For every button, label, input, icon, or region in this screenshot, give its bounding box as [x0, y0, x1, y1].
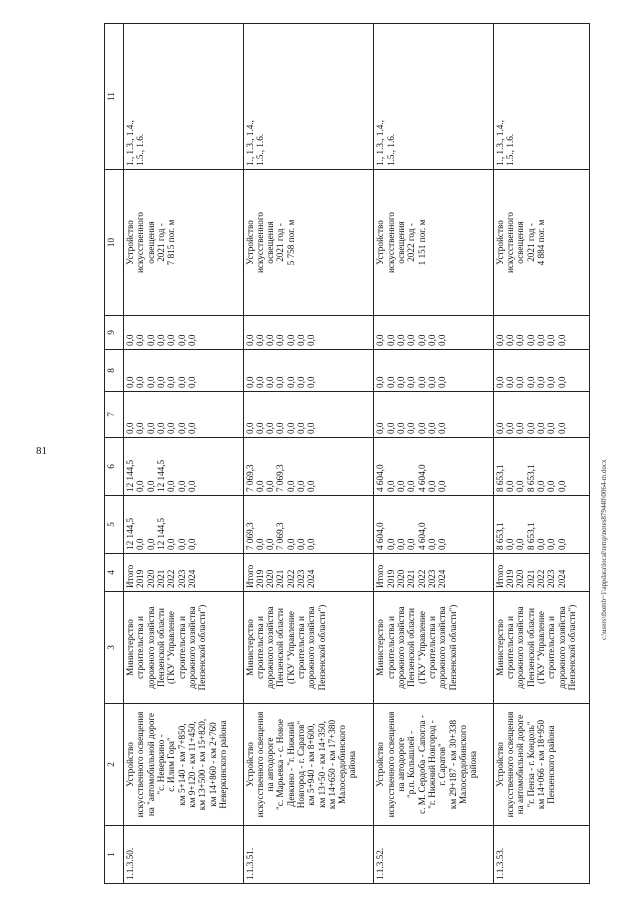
- row-col7-value: 0,0: [295, 422, 306, 434]
- row-col9-value: 0,0: [515, 334, 526, 346]
- row-col5-value: 0,0: [254, 538, 265, 550]
- row-years-value: 2024: [306, 569, 317, 588]
- row-col5-value: 7 069,3: [275, 522, 286, 550]
- table-row: [374, 24, 493, 884]
- row-col6-value: 7 069,3: [275, 464, 286, 492]
- row-col6-value: 0,0: [556, 480, 567, 492]
- row-col8: [374, 350, 493, 392]
- row-col9-value: 0,0: [244, 334, 255, 346]
- row-col8-value: 0,0: [275, 376, 286, 388]
- row-indicators: 1., 1.3., 1.4., 1.5., 1.6.: [124, 24, 243, 170]
- row-col9-value: 0,0: [275, 334, 286, 346]
- row-col9-value: 0,0: [525, 334, 536, 346]
- row-col5-value: 0,0: [426, 538, 437, 550]
- header-col-4: 4: [105, 554, 124, 592]
- row-col5-value: 12 144,5: [156, 517, 167, 550]
- header-col-6: 6: [105, 438, 124, 496]
- row-col6-value: 12 144,5: [156, 459, 167, 492]
- row-col6-value: 0,0: [285, 480, 296, 492]
- row-col6-value: 8 653,1: [494, 464, 505, 492]
- row-years-value: 2020: [515, 569, 526, 588]
- row-col8-value: 0,0: [426, 376, 437, 388]
- row-col7-value: 0,0: [546, 422, 557, 434]
- row-col7-value: 0,0: [145, 422, 156, 434]
- row-col7-value: 0,0: [254, 422, 265, 434]
- row-col7-value: 0,0: [505, 422, 516, 434]
- row-years-value: Итого: [244, 564, 255, 588]
- row-col8-value: 0,0: [306, 376, 317, 388]
- header-col-10: 10: [105, 170, 124, 316]
- row-years-value: 2024: [437, 569, 448, 588]
- row-years-value: 2022: [166, 569, 177, 588]
- row-col7-value: 0,0: [406, 422, 417, 434]
- row-years: [243, 554, 374, 592]
- row-col6-value: 0,0: [515, 480, 526, 492]
- row-col7-value: 0,0: [135, 422, 146, 434]
- row-col8: [243, 350, 374, 392]
- row-col6-value: 0,0: [306, 480, 317, 492]
- row-col6-value: 0,0: [546, 480, 557, 492]
- row-col5-value: 8 653,1: [494, 522, 505, 550]
- row-years: [124, 554, 243, 592]
- row-col6: [493, 438, 589, 496]
- row-years-value: 2019: [505, 569, 516, 588]
- header-col-3: 3: [105, 592, 124, 704]
- row-col5-value: 4 604,0: [375, 522, 386, 550]
- row-col8-value: 0,0: [437, 376, 448, 388]
- row-col7-value: 0,0: [156, 422, 167, 434]
- row-col5-value: 0,0: [295, 538, 306, 550]
- row-col5-value: 12 144,5: [125, 517, 136, 550]
- row-id: 1.1.3.53.: [493, 826, 589, 884]
- row-col5: [374, 496, 493, 554]
- header-col-5: 5: [105, 496, 124, 554]
- row-col5-value: 0,0: [285, 538, 296, 550]
- header-col-8: 8: [105, 350, 124, 392]
- row-indicators: 1., 1.3., 1.4., 1.5., 1.6.: [243, 24, 374, 170]
- row-id: 1.1.3.51.: [243, 826, 374, 884]
- row-years-value: 2024: [556, 569, 567, 588]
- header-number-row: [105, 24, 124, 884]
- row-col5-value: 0,0: [515, 538, 526, 550]
- row-col8-value: 0,0: [285, 376, 296, 388]
- row-years-value: 2023: [176, 569, 187, 588]
- header-col-1: 1: [105, 826, 124, 884]
- row-col6-value: 4 604,0: [375, 464, 386, 492]
- row-col5-value: 0,0: [505, 538, 516, 550]
- row-executor: Министерство строительства и дорожного хозяйства Пензенской области (ГКУ "Управление строительства и дорожного хозяйства Пензенской области"): [243, 592, 374, 704]
- row-col5: [493, 496, 589, 554]
- row-col9-value: 0,0: [416, 334, 427, 346]
- row-years-value: 2020: [145, 569, 156, 588]
- row-col7-value: 0,0: [385, 422, 396, 434]
- row-years: [374, 554, 493, 592]
- row-col6-value: 0,0: [166, 480, 177, 492]
- row-col5-value: 0,0: [536, 538, 546, 550]
- row-col5: [124, 496, 243, 554]
- row-col9-value: 0,0: [494, 334, 505, 346]
- row-years-value: 2021: [525, 569, 536, 588]
- row-col5-value: 0,0: [145, 538, 156, 550]
- row-years: [493, 554, 589, 592]
- row-col7-value: 0,0: [166, 422, 177, 434]
- row-col6-value: 0,0: [385, 480, 396, 492]
- row-col9-value: 0,0: [176, 334, 187, 346]
- table-row: [124, 24, 243, 884]
- row-indicators: 1., 1.3., 1.4., 1.5., 1.6.: [493, 24, 589, 170]
- row-col7-value: 0,0: [125, 422, 136, 434]
- row-col9: [374, 316, 493, 350]
- row-col9: [124, 316, 243, 350]
- row-col8-value: 0,0: [546, 376, 557, 388]
- row-col8-value: 0,0: [176, 376, 187, 388]
- row-col6-value: 0,0: [437, 480, 448, 492]
- row-col7-value: 0,0: [265, 422, 276, 434]
- rotated-table-container: [104, 24, 590, 884]
- row-result: Устройство искусственного освещения 2021 год - 4 884 пог. м: [493, 170, 589, 316]
- row-years-value: 2020: [265, 569, 276, 588]
- row-col8-value: 0,0: [186, 376, 197, 388]
- row-col6-value: 12 144,5: [125, 459, 136, 492]
- row-col5-value: 0,0: [556, 538, 567, 550]
- row-col7-value: 0,0: [556, 422, 567, 434]
- row-col7: [243, 392, 374, 438]
- row-years-value: 2020: [396, 569, 407, 588]
- row-col8-value: 0,0: [406, 376, 417, 388]
- row-col6-value: 0,0: [145, 480, 156, 492]
- row-col8-value: 0,0: [125, 376, 136, 388]
- row-col9-value: 0,0: [375, 334, 386, 346]
- row-col9-value: 0,0: [536, 334, 546, 346]
- row-col5-value: 4 604,0: [416, 522, 427, 550]
- row-col7-value: 0,0: [176, 422, 187, 434]
- row-col6-value: 8 653,1: [525, 464, 536, 492]
- row-col9-value: 0,0: [265, 334, 276, 346]
- row-executor: Министерство строительства и дорожного хозяйства Пензенской области (ГКУ "Управление строительства и дорожного хозяйства Пензенской области"): [493, 592, 589, 704]
- row-col7-value: 0,0: [186, 422, 197, 434]
- row-col9-value: 0,0: [156, 334, 167, 346]
- row-col6-value: 0,0: [186, 480, 197, 492]
- row-id: 1.1.3.52.: [374, 826, 493, 884]
- row-years-value: 2022: [285, 569, 296, 588]
- row-col7-value: 0,0: [375, 422, 386, 434]
- row-result: Устройство искусственного освещения 2021 год - 5 758 пог. м: [243, 170, 374, 316]
- row-indicators: 1., 1.3., 1.4., 1.5., 1.6.: [374, 24, 493, 170]
- row-col6-value: 0,0: [426, 480, 437, 492]
- row-col6: [124, 438, 243, 496]
- row-col8-value: 0,0: [515, 376, 526, 388]
- row-description: Устройство искусственного освещения на автомобильной дороге "г. Пенза - г. Кондоль" км 14+066 - км 18+950 Пензенского района: [493, 704, 589, 826]
- row-col9-value: 0,0: [186, 334, 197, 346]
- row-col8-value: 0,0: [416, 376, 427, 388]
- row-col6-value: 0,0: [135, 480, 146, 492]
- table-rows: [124, 24, 590, 884]
- row-years-value: 2022: [536, 569, 546, 588]
- row-col8-value: 0,0: [244, 376, 255, 388]
- row-col6: [374, 438, 493, 496]
- row-col5-value: 0,0: [176, 538, 187, 550]
- row-col9-value: 0,0: [396, 334, 407, 346]
- row-col7: [124, 392, 243, 438]
- row-col7-value: 0,0: [416, 422, 427, 434]
- row-col5-value: 0,0: [306, 538, 317, 550]
- row-col5-value: 0,0: [186, 538, 197, 550]
- row-col7-value: 0,0: [396, 422, 407, 434]
- row-executor: Министерство строительства и дорожного хозяйства Пензенской области (ГКУ "Управление строительства и дорожного хозяйства Пензенской области"): [374, 592, 493, 704]
- row-col7: [493, 392, 589, 438]
- row-years-value: Итого: [375, 564, 386, 588]
- row-col9-value: 0,0: [546, 334, 557, 346]
- row-years-value: 2019: [135, 569, 146, 588]
- row-col9-value: 0,0: [406, 334, 417, 346]
- row-col6-value: 0,0: [406, 480, 417, 492]
- row-col6-value: 0,0: [295, 480, 306, 492]
- row-col5-value: 0,0: [135, 538, 146, 550]
- row-col5: [243, 496, 374, 554]
- row-col6-value: 4 604,0: [416, 464, 427, 492]
- row-col8: [124, 350, 243, 392]
- row-years-value: 2022: [416, 569, 427, 588]
- row-col8-value: 0,0: [556, 376, 567, 388]
- row-col9: [243, 316, 374, 350]
- row-years-value: 2023: [295, 569, 306, 588]
- row-id: 1.1.3.50.: [124, 826, 243, 884]
- row-years-value: 2019: [385, 569, 396, 588]
- row-col9-value: 0,0: [556, 334, 567, 346]
- row-col5-value: 0,0: [437, 538, 448, 550]
- header-col-11: 11: [105, 24, 124, 170]
- row-col9-value: 0,0: [295, 334, 306, 346]
- row-years-value: 2023: [546, 569, 557, 588]
- row-col6: [243, 438, 374, 496]
- row-years-value: 2021: [156, 569, 167, 588]
- row-col6-value: 0,0: [396, 480, 407, 492]
- row-col5-value: 0,0: [406, 538, 417, 550]
- row-col7-value: 0,0: [536, 422, 546, 434]
- row-description: Устройство искусственного освещения на автодороге "р.п. Колышлей - с. М. Сердоба - Сапогла - "г. Нижний Новгород - г. Саратов" км 29+187 - км 30+338 Малосердобинского района: [374, 704, 493, 826]
- row-col8-value: 0,0: [254, 376, 265, 388]
- row-result: Устройство искусственного освещения 2021 год - 7 815 пог. м: [124, 170, 243, 316]
- row-col8-value: 0,0: [385, 376, 396, 388]
- row-col9-value: 0,0: [426, 334, 437, 346]
- row-col9-value: 0,0: [306, 334, 317, 346]
- row-col6-value: 0,0: [176, 480, 187, 492]
- row-col7-value: 0,0: [275, 422, 286, 434]
- row-col5-value: 0,0: [385, 538, 396, 550]
- row-col9-value: 0,0: [437, 334, 448, 346]
- row-col8-value: 0,0: [536, 376, 546, 388]
- row-col8-value: 0,0: [494, 376, 505, 388]
- row-col8-value: 0,0: [135, 376, 146, 388]
- row-col7-value: 0,0: [285, 422, 296, 434]
- table-row: [243, 24, 374, 884]
- row-col7-value: 0,0: [494, 422, 505, 434]
- row-col7-value: 0,0: [437, 422, 448, 434]
- row-years-value: 2019: [254, 569, 265, 588]
- row-col9-value: 0,0: [285, 334, 296, 346]
- row-col8-value: 0,0: [525, 376, 536, 388]
- table-row: [493, 24, 589, 884]
- row-col9-value: 0,0: [125, 334, 136, 346]
- row-col6-value: 0,0: [536, 480, 546, 492]
- row-col7-value: 0,0: [426, 422, 437, 434]
- row-col6-value: 0,0: [505, 480, 516, 492]
- row-years-value: 2023: [426, 569, 437, 588]
- row-col8: [493, 350, 589, 392]
- row-col8-value: 0,0: [505, 376, 516, 388]
- row-col9-value: 0,0: [166, 334, 177, 346]
- row-col5-value: 0,0: [166, 538, 177, 550]
- row-col7-value: 0,0: [244, 422, 255, 434]
- row-col9-value: 0,0: [145, 334, 156, 346]
- row-years-value: 2021: [275, 569, 286, 588]
- program-measures-table: [104, 23, 590, 884]
- row-col5-value: 0,0: [396, 538, 407, 550]
- header-col-2: 2: [105, 704, 124, 826]
- row-col9-value: 0,0: [505, 334, 516, 346]
- row-col8-value: 0,0: [156, 376, 167, 388]
- row-col6-value: 0,0: [254, 480, 265, 492]
- row-col9-value: 0,0: [385, 334, 396, 346]
- row-col9: [493, 316, 589, 350]
- page-number: 81: [36, 445, 47, 457]
- row-years-value: Итого: [494, 564, 505, 588]
- row-years-value: 2021: [406, 569, 417, 588]
- header-col-9: 9: [105, 316, 124, 350]
- row-col8-value: 0,0: [145, 376, 156, 388]
- row-col6-value: 7 069,3: [244, 464, 255, 492]
- row-col7-value: 0,0: [515, 422, 526, 434]
- row-executor: Министерство строительства и дорожного хозяйства Пензенской области (ГКУ "Управление строительства и дорожного хозяйства Пензенской области"): [124, 592, 243, 704]
- row-col5-value: 8 653,1: [525, 522, 536, 550]
- row-col8-value: 0,0: [396, 376, 407, 388]
- row-col5-value: 0,0: [546, 538, 557, 550]
- row-col7: [374, 392, 493, 438]
- row-col8-value: 0,0: [265, 376, 276, 388]
- row-col9-value: 0,0: [135, 334, 146, 346]
- row-description: Устройство искусственного освещения на автодороге "с. Марьевка - с. Новое Девкино - "г. Нижний Новгород - г. Саратов" км 5+940 - км 8+600, км 13+50 - км 14+350, км 14+650 - км 17+380 Малосердобинского района: [243, 704, 374, 826]
- row-col5-value: 0,0: [265, 538, 276, 550]
- row-col7-value: 0,0: [306, 422, 317, 434]
- row-col8-value: 0,0: [375, 376, 386, 388]
- row-col9-value: 0,0: [254, 334, 265, 346]
- row-col5-value: 7 069,3: [244, 522, 255, 550]
- row-description: Устройство искусственного освещения на "автомобильной дороге "с. Неверкино - с. Илим Гора" км 5+140 - км 7+850, км 9+120 - км 11+450, км 13+500 - км 15+820, км 14+860 - км 2+760 Неверкинского района: [124, 704, 243, 826]
- header-col-7: 7: [105, 392, 124, 438]
- row-years-value: 2024: [186, 569, 197, 588]
- row-col6-value: 0,0: [265, 480, 276, 492]
- row-col7-value: 0,0: [525, 422, 536, 434]
- row-col8-value: 0,0: [166, 376, 177, 388]
- row-col8-value: 0,0: [295, 376, 306, 388]
- row-result: Устройство искусственного освещения 2022 год - 1 151 пог. м: [374, 170, 493, 316]
- row-years-value: Итого: [125, 564, 136, 588]
